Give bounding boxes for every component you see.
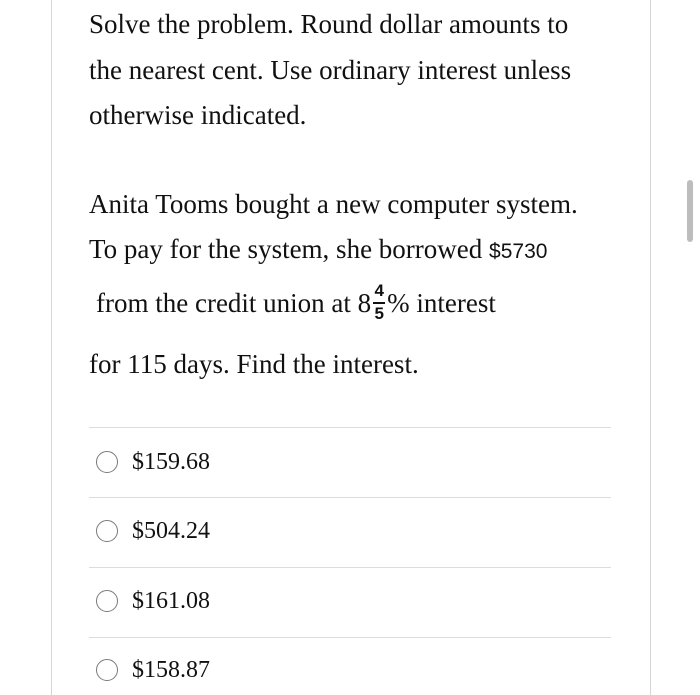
answer-option-3[interactable] xyxy=(96,585,210,617)
answer-option-label: $158.87 xyxy=(132,657,210,683)
radio-button[interactable] xyxy=(96,590,118,612)
content-border-left xyxy=(51,0,52,695)
problem-line-2-text: To pay for the system, she borrowed xyxy=(89,234,490,264)
instructions-line-1: Solve the problem. Round dollar amounts to xyxy=(89,9,569,39)
answer-option-1[interactable] xyxy=(96,446,210,478)
option-divider xyxy=(89,497,611,498)
option-divider xyxy=(89,427,611,428)
answer-option-2[interactable] xyxy=(96,515,210,547)
problem-line-3 xyxy=(96,281,496,328)
problem-line-3-prefix: from the credit union at 8 xyxy=(96,288,372,319)
answer-option-label: $161.08 xyxy=(132,588,210,614)
radio-button[interactable] xyxy=(96,520,118,542)
content-border-right xyxy=(650,0,651,695)
radio-button[interactable] xyxy=(96,659,118,681)
answer-option-label: $504.24 xyxy=(132,518,210,544)
problem-line-2 xyxy=(89,233,547,268)
problem-line-1: Anita Tooms bought a new computer system. xyxy=(89,189,578,219)
radio-button[interactable] xyxy=(96,451,118,473)
rate-fraction xyxy=(372,281,386,325)
answer-option-label: $159.68 xyxy=(132,449,210,475)
problem-line-3-suffix: % interest xyxy=(387,288,496,319)
problem-line-4: for 115 days. Find the interest. xyxy=(89,349,419,379)
option-divider xyxy=(89,567,611,568)
instructions-line-2: the nearest cent. Use ordinary interest unless xyxy=(89,55,572,85)
answer-option-4[interactable] xyxy=(96,654,210,686)
rate-denominator: 5 xyxy=(374,304,384,323)
scrollbar-thumb[interactable] xyxy=(687,180,693,242)
option-divider xyxy=(89,637,611,638)
borrowed-amount: $5730 xyxy=(489,240,548,263)
rate-numerator: 4 xyxy=(374,281,384,300)
instructions-line-3: otherwise indicated. xyxy=(89,100,307,130)
